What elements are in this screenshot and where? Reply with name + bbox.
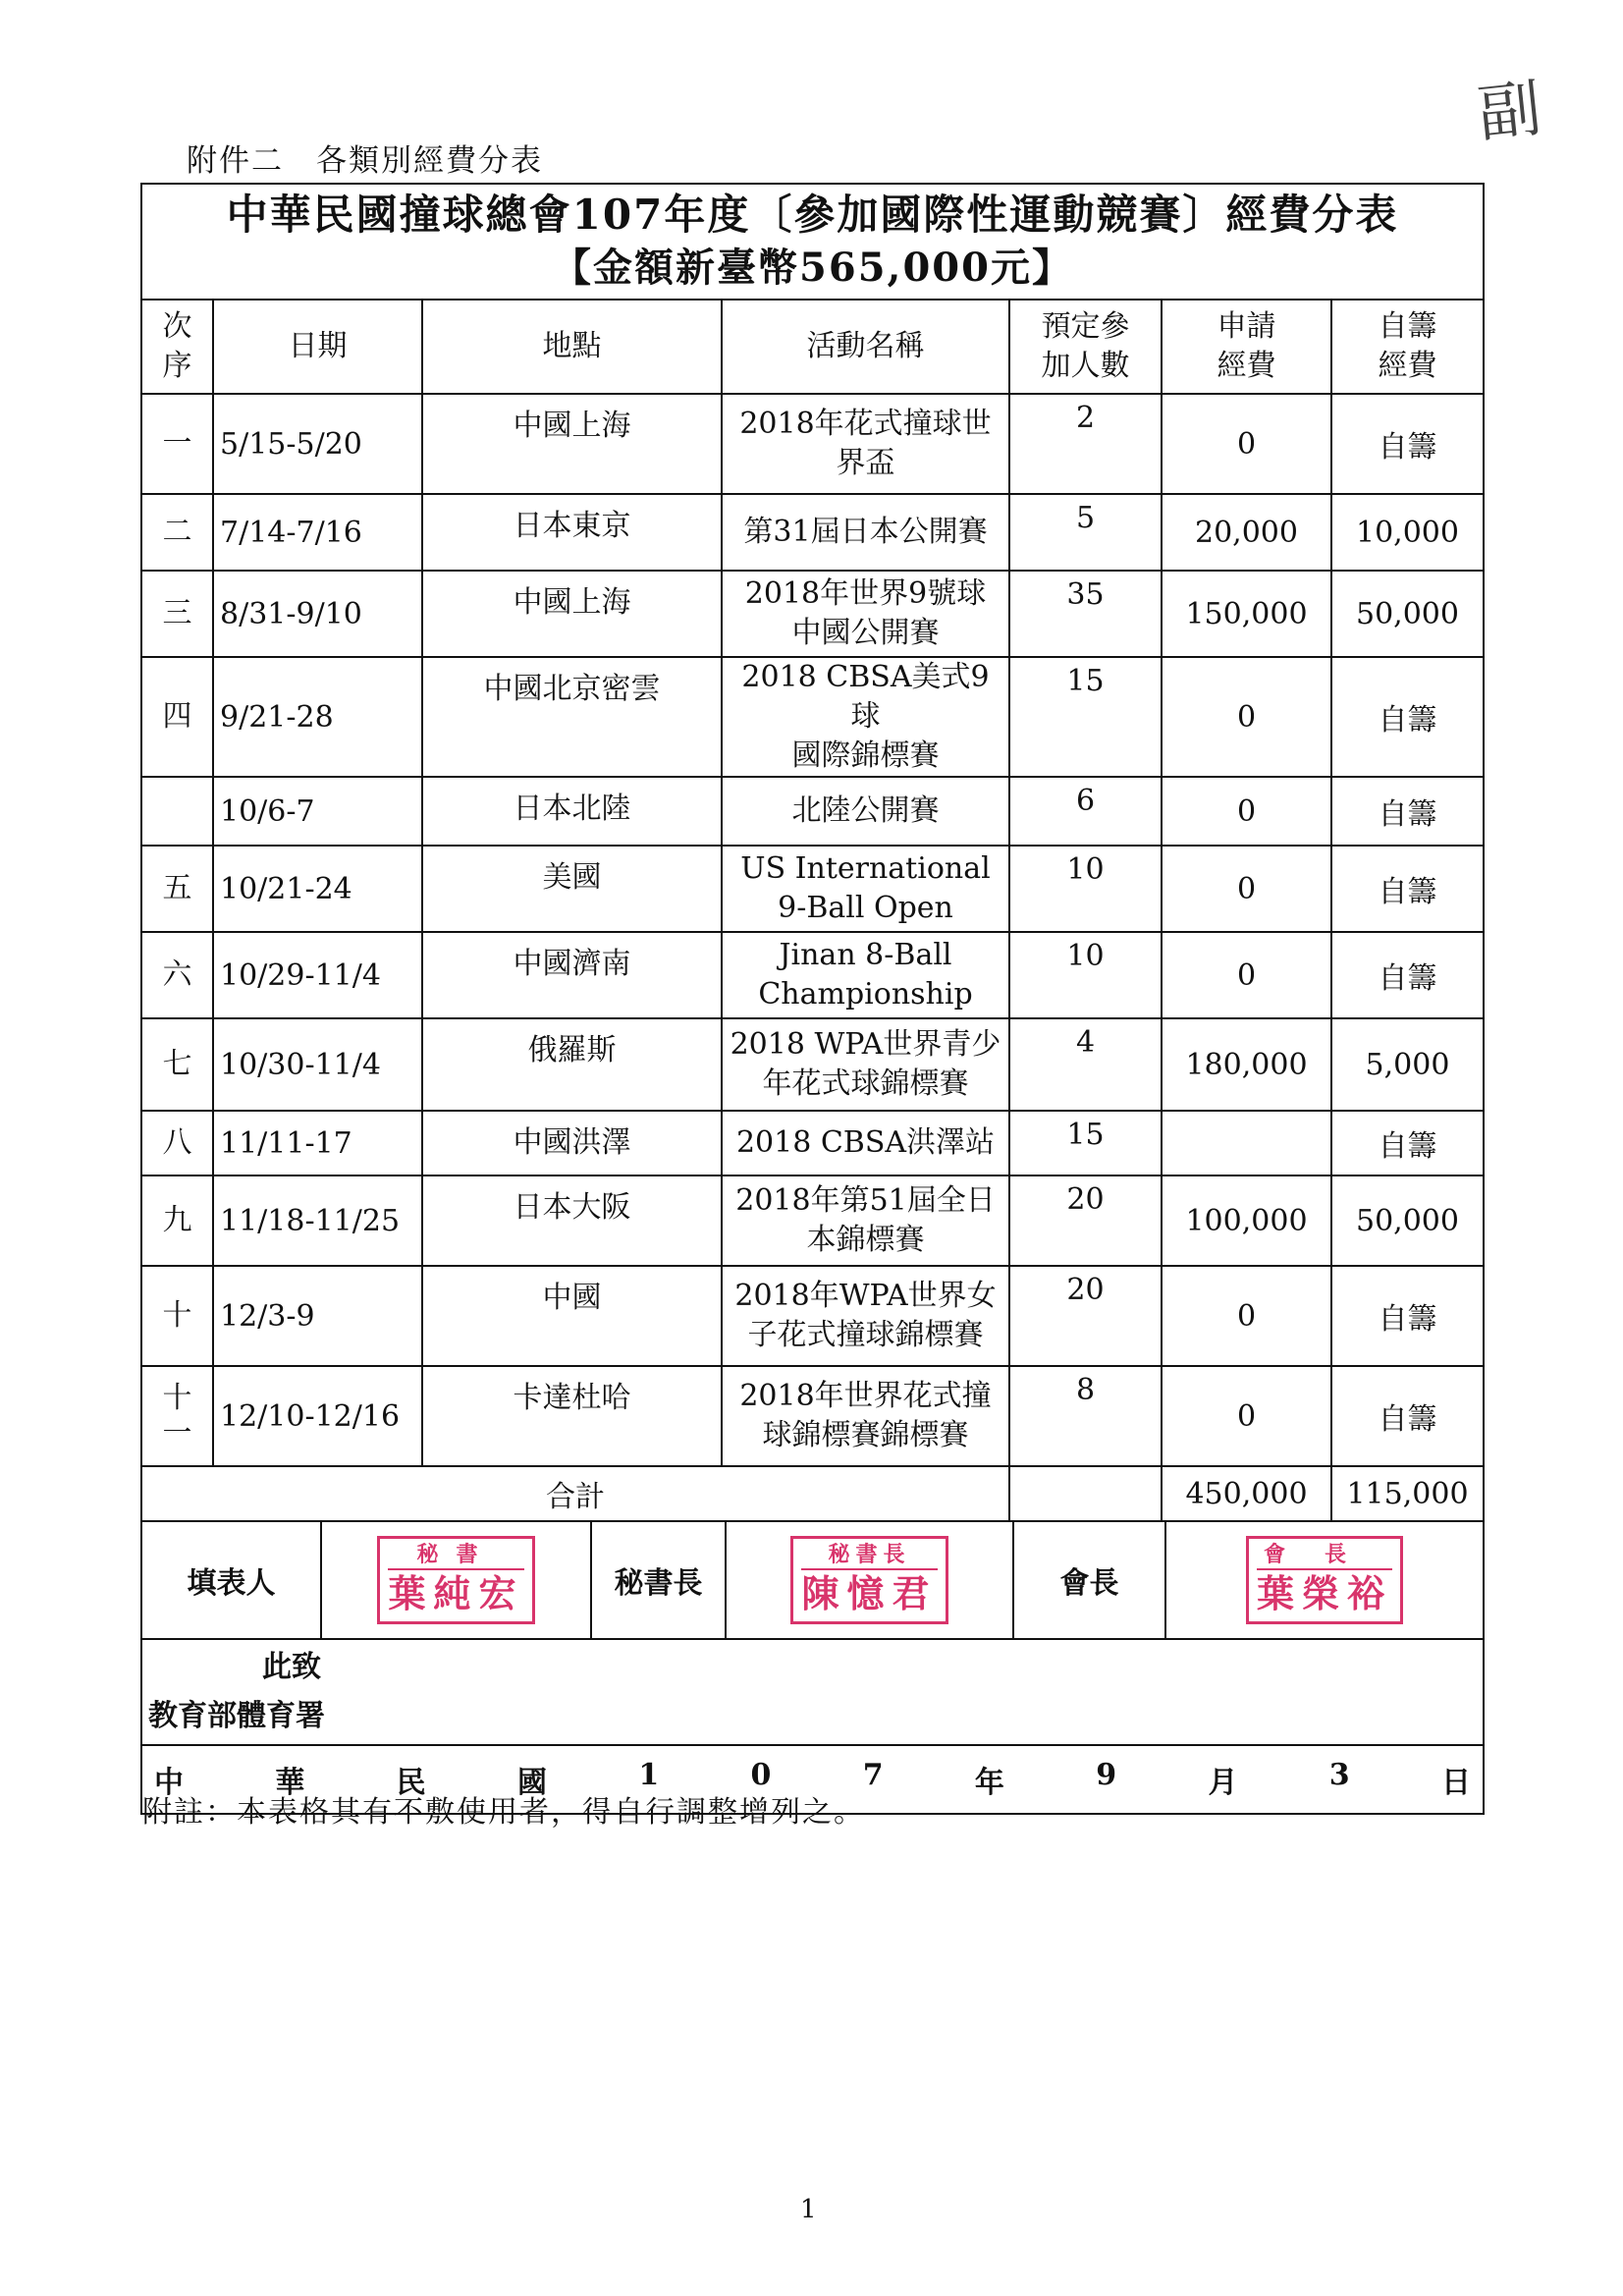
- row-seq: 八: [141, 1111, 213, 1175]
- table-row: [141, 1175, 1484, 1266]
- row-requested: 0: [1162, 846, 1331, 932]
- date-char: 華: [275, 1766, 305, 1800]
- table-row: [141, 494, 1484, 571]
- address-cell: [141, 1639, 1484, 1745]
- row-requested: 150,000: [1162, 571, 1331, 657]
- row-requested: 180,000: [1162, 1018, 1331, 1111]
- row-participants: 20: [1009, 1175, 1162, 1266]
- row-self-funded: 5,000: [1331, 1018, 1484, 1111]
- date-char: 國: [516, 1766, 547, 1800]
- total-self-funded: 115,000: [1331, 1466, 1484, 1521]
- page-number: 1: [800, 2195, 817, 2224]
- row-location: 俄羅斯: [422, 1018, 722, 1111]
- row-location: 日本北陸: [422, 777, 722, 846]
- row-seq: 十 一: [141, 1366, 213, 1466]
- row-location: 卡達杜哈: [422, 1366, 722, 1466]
- event-line: 北陸公開賽: [791, 793, 940, 828]
- footnote: 附註：本表格其有不敷使用者，得自行調整增列之。: [142, 1795, 865, 1830]
- amount-title: 【金額新臺幣565,000元】: [552, 245, 1073, 291]
- row-location: 中國北京密雲: [422, 657, 722, 777]
- row-event: [722, 777, 1009, 846]
- row-date: 8/31-9/10: [213, 571, 422, 657]
- row-participants: 4: [1009, 1018, 1162, 1111]
- row-self-funded: 10,000: [1331, 494, 1484, 571]
- row-self-funded: 自籌: [1331, 394, 1484, 494]
- row-self-funded: 自籌: [1331, 846, 1484, 932]
- president-label: 會長: [1013, 1521, 1165, 1639]
- row-date: 10/6-7: [213, 777, 422, 846]
- row-event: [722, 1111, 1009, 1175]
- row-seq: [141, 777, 213, 846]
- row-location: 美國: [422, 846, 722, 932]
- row-date: 10/21-24: [213, 846, 422, 932]
- row-self-funded: 自籌: [1331, 1266, 1484, 1366]
- row-date: 12/3-9: [213, 1266, 422, 1366]
- event-line: 2018年花式撞球世: [739, 407, 992, 441]
- event-line: 2018年第51屆全日: [735, 1183, 996, 1218]
- date-char: 年: [974, 1766, 1004, 1800]
- event-line: US International: [740, 851, 991, 886]
- row-event: [722, 1366, 1009, 1466]
- event-line: 2018 WPA世界青少: [730, 1027, 1001, 1062]
- event-line: 2018年WPA世界女: [734, 1279, 997, 1313]
- row-participants: 15: [1009, 657, 1162, 777]
- row-seq: 七: [141, 1018, 213, 1111]
- row-location: 日本東京: [422, 494, 722, 571]
- row-location: 中國: [422, 1266, 722, 1366]
- event-line: 2018 CBSA美式9球: [741, 660, 990, 734]
- row-seq: 六: [141, 932, 213, 1018]
- row-location: 日本大阪: [422, 1175, 722, 1266]
- row-seq: 三: [141, 571, 213, 657]
- row-self-funded: 自籌: [1331, 657, 1484, 777]
- corner-handwritten-mark: 副: [1474, 72, 1545, 152]
- signature-table: [140, 1520, 1485, 1815]
- header-event: 活動名稱: [722, 300, 1009, 394]
- row-location: 中國洪澤: [422, 1111, 722, 1175]
- event-line: 2018年世界9號球: [744, 576, 987, 611]
- row-date: 11/18-11/25: [213, 1175, 422, 1266]
- row-seq: 九: [141, 1175, 213, 1266]
- row-self-funded: 50,000: [1331, 1175, 1484, 1266]
- header-seq: 次序: [141, 300, 213, 394]
- table-row: [141, 1266, 1484, 1366]
- page-title: 中華民國撞球總會107年度〔參加國際性運動競賽〕經費分表: [226, 191, 1399, 239]
- table-row: [141, 657, 1484, 777]
- row-location: 中國濟南: [422, 932, 722, 1018]
- row-date: 7/14-7/16: [213, 494, 422, 571]
- event-line: 9-Ball Open: [778, 891, 953, 925]
- total-label: 合計: [141, 1466, 1009, 1521]
- row-participants: 20: [1009, 1266, 1162, 1366]
- row-self-funded: 自籌: [1331, 1366, 1484, 1466]
- row-location: 中國上海: [422, 571, 722, 657]
- event-line: 球錦標賽錦標賽: [762, 1418, 969, 1452]
- row-date: 5/15-5/20: [213, 394, 422, 494]
- event-line: 年花式球錦標賽: [762, 1066, 969, 1101]
- date-char: 7: [862, 1758, 884, 1792]
- table-row: [141, 1366, 1484, 1466]
- total-requested: 450,000: [1162, 1466, 1331, 1521]
- address-row: [141, 1639, 1484, 1745]
- row-event: [722, 932, 1009, 1018]
- header-location: 地點: [422, 300, 722, 394]
- row-requested: 100,000: [1162, 1175, 1331, 1266]
- event-line: Jinan 8-Ball: [779, 938, 952, 972]
- event-line: 界盃: [836, 446, 895, 480]
- filler-seal: 秘書 葉純宏: [377, 1536, 534, 1624]
- row-participants: 35: [1009, 571, 1162, 657]
- event-line: 子花式撞球錦標賽: [747, 1318, 984, 1352]
- row-date: 10/30-11/4: [213, 1018, 422, 1111]
- header-self-funded: 自籌 經費: [1331, 300, 1484, 394]
- row-participants: 10: [1009, 932, 1162, 1018]
- row-self-funded: 自籌: [1331, 777, 1484, 846]
- date-char: 日: [1440, 1766, 1471, 1800]
- row-requested: 0: [1162, 394, 1331, 494]
- row-requested: 20,000: [1162, 494, 1331, 571]
- table-row: [141, 846, 1484, 932]
- event-line: 本錦標賽: [806, 1223, 925, 1257]
- filler-label: 填表人: [141, 1521, 321, 1639]
- address-line-2: 教育部體育署: [148, 1699, 325, 1733]
- row-self-funded: 50,000: [1331, 571, 1484, 657]
- row-seq: 四: [141, 657, 213, 777]
- row-participants: 6: [1009, 777, 1162, 846]
- header-date: 日期: [213, 300, 422, 394]
- row-seq: 十: [141, 1266, 213, 1366]
- row-event: [722, 1175, 1009, 1266]
- event-line: Championship: [758, 977, 973, 1011]
- address-line-1: 此致: [262, 1650, 321, 1684]
- event-line: 國際錦標賽: [791, 738, 940, 773]
- row-event: [722, 1266, 1009, 1366]
- event-line: 2018年世界花式撞: [739, 1379, 992, 1413]
- date-char: 月: [1208, 1766, 1238, 1800]
- secretary-general-label: 秘書長: [591, 1521, 726, 1639]
- table-row: [141, 932, 1484, 1018]
- row-participants: 15: [1009, 1111, 1162, 1175]
- row-event: [722, 571, 1009, 657]
- secretary-general-seal-cell: [726, 1521, 1013, 1639]
- row-requested: 0: [1162, 1366, 1331, 1466]
- date-char: 3: [1328, 1758, 1350, 1792]
- row-requested: 0: [1162, 777, 1331, 846]
- budget-sheet: [140, 183, 1483, 1815]
- row-requested: 0: [1162, 932, 1331, 1018]
- filler-seal-cell: [321, 1521, 591, 1639]
- table-row: [141, 1018, 1484, 1111]
- row-seq: 二: [141, 494, 213, 571]
- table-row: [141, 777, 1484, 846]
- attachment-label: 附件二 各類別經費分表: [187, 143, 543, 179]
- row-participants: 2: [1009, 394, 1162, 494]
- row-self-funded: 自籌: [1331, 1111, 1484, 1175]
- row-event: [722, 494, 1009, 571]
- row-requested: 0: [1162, 1266, 1331, 1366]
- president-seal: 會長 葉榮裕: [1246, 1536, 1403, 1624]
- title-cell: [141, 184, 1484, 300]
- header-participants: 預定參 加人數: [1009, 300, 1162, 394]
- budget-table: [140, 183, 1485, 1522]
- row-date: 9/21-28: [213, 657, 422, 777]
- row-date: 11/11-17: [213, 1111, 422, 1175]
- date-char: 中: [154, 1766, 184, 1800]
- row-date: 12/10-12/16: [213, 1366, 422, 1466]
- row-event: [722, 846, 1009, 932]
- row-participants: 5: [1009, 494, 1162, 571]
- total-row: [141, 1466, 1484, 1521]
- table-row: [141, 571, 1484, 657]
- table-row: [141, 1111, 1484, 1175]
- date-char: 1: [638, 1758, 660, 1792]
- table-row: [141, 394, 1484, 494]
- row-date: 10/29-11/4: [213, 932, 422, 1018]
- row-participants: 8: [1009, 1366, 1162, 1466]
- secretary-general-seal: 秘書長 陳憶君: [790, 1536, 947, 1624]
- event-line: 中國公開賽: [791, 616, 940, 650]
- header-requested: 申請 經費: [1162, 300, 1331, 394]
- row-requested: 0: [1162, 657, 1331, 777]
- row-event: [722, 657, 1009, 777]
- event-line: 第31屆日本公開賽: [743, 515, 988, 549]
- total-participants: [1009, 1466, 1162, 1521]
- row-seq: 五: [141, 846, 213, 932]
- row-event: [722, 1018, 1009, 1111]
- row-participants: 10: [1009, 846, 1162, 932]
- row-event: [722, 394, 1009, 494]
- date-char: 0: [750, 1758, 772, 1792]
- date-char: 民: [396, 1766, 426, 1800]
- row-seq: 一: [141, 394, 213, 494]
- header-row: [141, 300, 1484, 394]
- president-seal-cell: [1165, 1521, 1484, 1639]
- date-char: 9: [1096, 1758, 1117, 1792]
- event-line: 2018 CBSA洪澤站: [735, 1125, 996, 1160]
- row-location: 中國上海: [422, 394, 722, 494]
- row-requested: [1162, 1111, 1331, 1175]
- row-self-funded: 自籌: [1331, 932, 1484, 1018]
- signature-row: [141, 1521, 1484, 1639]
